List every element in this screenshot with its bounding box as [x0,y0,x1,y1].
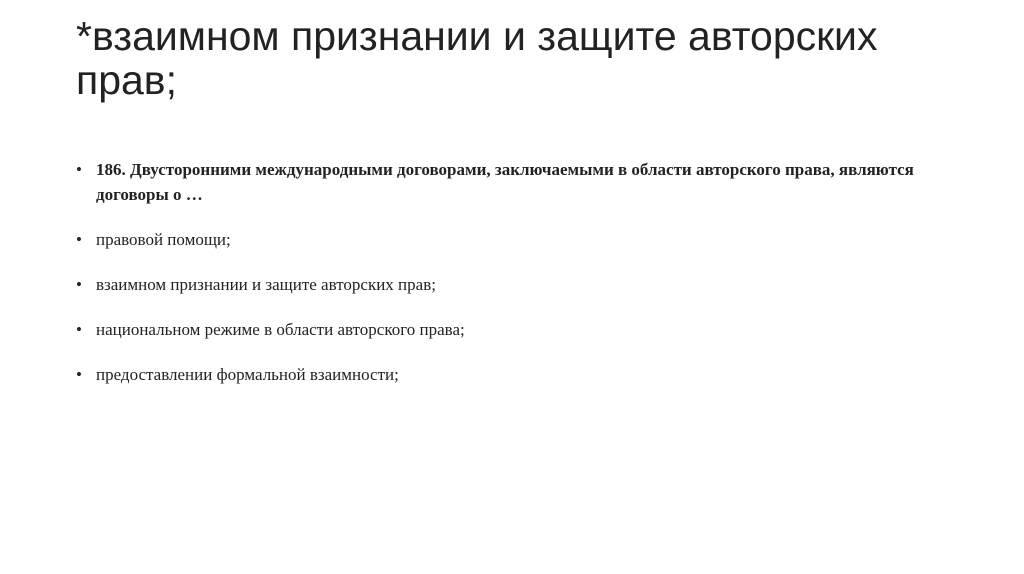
answer-option-text: правовой помощи; [96,230,231,249]
question-text: 186. Двусторонними международными договорами, заключаемыми в области авторского права, являются договоры о … [96,160,914,204]
bullet-icon: • [76,365,82,384]
answer-option-text: предоставлении формальной взаимности; [96,365,399,384]
bullet-icon: • [76,160,82,179]
bullet-icon: • [76,275,82,294]
slide-title: *взаимном признании и защите авторских прав; [76,13,878,103]
bullet-list [76,157,956,387]
answer-option [76,362,956,387]
answer-option [76,317,956,342]
answer-option [76,272,956,297]
bullet-icon: • [76,230,82,249]
answer-option-text: национальном режиме в области авторского права; [96,320,465,339]
bullet-icon: • [76,320,82,339]
question-item [76,157,956,207]
answer-option [76,227,956,252]
answer-option-text: взаимном признании и защите авторских прав; [96,275,436,294]
